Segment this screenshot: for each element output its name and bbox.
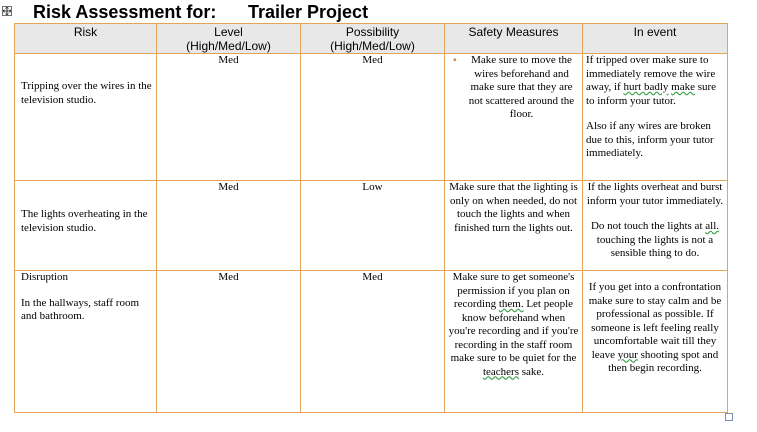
- risk-text: Tripping over the wires in the television studio.: [21, 80, 152, 106]
- possibility-cell[interactable]: [301, 181, 445, 271]
- event-paragraph: [586, 54, 724, 108]
- event-text: sure to inform your tutor.: [586, 81, 717, 107]
- event-text: Do not touch the lights at: [590, 220, 706, 232]
- possibility-cell[interactable]: [301, 54, 445, 181]
- header-possibility-line1: Possibility: [345, 25, 400, 39]
- safety-text: Make sure to move the wires beforehand and make sure that they are not scattered around the floor.: [468, 54, 575, 120]
- event-cell[interactable]: [583, 271, 728, 413]
- level-value: Med: [218, 181, 239, 193]
- header-event: In event: [583, 24, 728, 54]
- risk-cell[interactable]: [15, 271, 157, 413]
- risk-text: In the hallways, staff room and bathroom.: [21, 296, 140, 322]
- safety-cell[interactable]: [445, 271, 583, 413]
- header-possibility: [301, 24, 445, 54]
- document-title: [33, 1, 369, 23]
- event-paragraph: If the lights overheat and burst inform your tutor immediately.: [586, 181, 724, 207]
- level-value: Med: [218, 54, 239, 66]
- event-paragraph: Also if any wires are broken due to this, inform your tutor immediately.: [586, 120, 714, 159]
- header-level-line1: Level: [214, 25, 243, 39]
- spelling-flag: teachers: [482, 365, 519, 378]
- table-move-handle[interactable]: [2, 6, 12, 16]
- level-value: Med: [218, 271, 239, 283]
- event-paragraph: [586, 220, 724, 261]
- risk-text: The lights overheating in the television studio.: [21, 208, 148, 234]
- safety-bullet-item: [448, 54, 579, 122]
- safety-text: Make sure that the lighting is only on when needed, do not touch the lights and when finished turn the lights out.: [449, 181, 578, 234]
- header-level-line2: (High/Med/Low): [186, 39, 271, 53]
- title-prefix: Risk Assessment for:: [33, 2, 217, 22]
- move-arrows-icon: [3, 7, 11, 15]
- table-resize-handle[interactable]: [725, 413, 733, 421]
- event-text: shooting spot and then begin recording.: [608, 348, 719, 374]
- spelling-flag: hurt badly: [623, 81, 669, 93]
- spelling-flag: them.: [498, 298, 524, 310]
- header-safety: Safety Measures: [445, 24, 583, 54]
- possibility-value: Med: [362, 271, 383, 283]
- event-cell[interactable]: [583, 54, 728, 181]
- header-possibility-line2: (High/Med/Low): [330, 39, 415, 53]
- level-cell[interactable]: [157, 54, 301, 181]
- spelling-flag: make: [671, 81, 695, 93]
- header-row: [15, 24, 728, 54]
- bullet-icon: ▪: [453, 55, 457, 66]
- possibility-value: Low: [362, 181, 383, 193]
- risk-table: [14, 23, 728, 413]
- possibility-cell[interactable]: [301, 271, 445, 413]
- safety-text: sake.: [518, 365, 545, 378]
- event-text: touching the lights is not a sensible thing to do.: [596, 233, 714, 259]
- event-text: If tripped over make sure to immediately remove the wire away, if: [586, 54, 716, 93]
- event-cell[interactable]: [583, 181, 728, 271]
- level-cell[interactable]: [157, 271, 301, 413]
- risk-cell[interactable]: [15, 54, 157, 181]
- event-text: If you get into a confrontation make sure to stay calm and be professional as possible. If someone is left feeling really uncomfortable wait till they leave: [588, 281, 722, 361]
- title-project: Trailer Project: [248, 2, 369, 22]
- safety-cell[interactable]: [445, 181, 583, 271]
- header-risk: Risk: [15, 24, 157, 54]
- risk-text: Disruption: [21, 271, 69, 283]
- table-row: [15, 54, 728, 181]
- table-row: [15, 181, 728, 271]
- level-cell[interactable]: [157, 181, 301, 271]
- safety-text: Make sure to get someone's permission if you plan on recording: [452, 271, 575, 310]
- safety-cell[interactable]: [445, 54, 583, 181]
- spelling-flag: all.: [705, 220, 719, 232]
- table-row: [15, 271, 728, 413]
- spelling-flag: your: [617, 348, 638, 361]
- risk-cell[interactable]: [15, 181, 157, 271]
- possibility-value: Med: [362, 54, 383, 66]
- safety-text: Let people know beforehand when you're recording and if you're recording in the staff room make sure to be quiet for the: [448, 298, 579, 364]
- header-level: [157, 24, 301, 54]
